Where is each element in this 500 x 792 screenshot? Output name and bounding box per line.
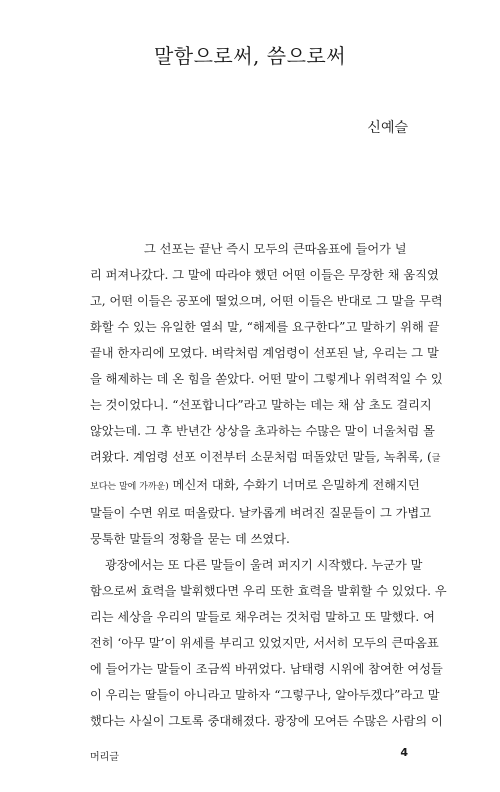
text-line: 에 들어가는 말들이 조금씩 바뀌었다. 남태령 시위에 참여한 여성들 [90, 662, 443, 676]
author-name: 신예슬 [367, 120, 408, 136]
text-line: 함으로써 효력을 발휘했다면 우리 또한 효력을 발휘할 수 있었다. 우 [90, 584, 447, 598]
body-text [90, 236, 447, 734]
text-line: 고, 어떤 이들은 공포에 떨었으며, 어떤 이들은 반대로 그 말을 무력 [90, 294, 443, 308]
page-title: 말함으로써, 씀으로써 [153, 44, 347, 68]
text-line: 끝내 한자리에 모였다. 벼락처럼 계엄령이 선포된 날, 우리는 그 말 [90, 346, 439, 360]
text-segment: 메신저 대화, 수화기 너머로 은밀하게 전해지던 [172, 478, 420, 492]
text-segment: 려왔다. 계엄령 선포 이전부터 소문처럼 떠돌았던 말들, 녹취록, ( [90, 450, 432, 464]
text-line: 않았는데. 그 후 반년간 상상을 초과하는 수많은 말이 너울처럼 몰 [90, 424, 435, 438]
text-line [90, 472, 420, 500]
text-line: 했다는 사실이 그토록 중대해졌다. 광장에 모여든 수많은 사람의 이 [90, 714, 443, 728]
text-line: 화할 수 있는 유일한 열쇠 말, “해제를 요구한다”고 말하기 위해 끝 [90, 320, 440, 334]
text-line: 그 선포는 끝난 즉시 모두의 큰따옴표에 들어가 널 [144, 242, 407, 256]
text-line: 리 퍼져나갔다. 그 말에 따라야 했던 어떤 이들은 무장한 채 움직였 [90, 268, 439, 282]
text-line: 말들이 수면 위로 떠올랐다. 날카롭게 벼려진 질문들이 그 가볍고 [90, 506, 431, 520]
text-line: 리는 세상을 우리의 말들로 채우려는 것처럼 말하고 또 말했다. 여 [90, 610, 435, 624]
page-number: 4 [400, 746, 408, 759]
text-line: 뭉툭한 말들의 정황을 묻는 데 쓰였다. [90, 532, 290, 546]
small-note: 글 [431, 454, 441, 464]
text-line: 을 해제하는 데 온 힘을 쏟았다. 어떤 말이 그렇게나 위력적일 수 있 [90, 372, 443, 386]
footer-section-label: 머리글 [90, 752, 119, 763]
text-line: 는 것이었다니. “선포합니다”라고 말하는 데는 채 삼 초도 걸리지 [90, 398, 432, 412]
text-line: 전히 ‘아무 말’이 위세를 부리고 있었지만, 서서히 모두의 큰따옴표 [90, 636, 439, 650]
text-line: 광장에서는 또 다른 말들이 울려 퍼지기 시작했다. 누군가 말 [105, 558, 423, 572]
small-note: 보다는 말에 가까운) [90, 482, 169, 492]
text-line [90, 444, 441, 472]
text-line: 이 우리는 딸들이 아니라고 말하자 “그렇구나, 알아두겠다”라고 말 [90, 688, 440, 702]
